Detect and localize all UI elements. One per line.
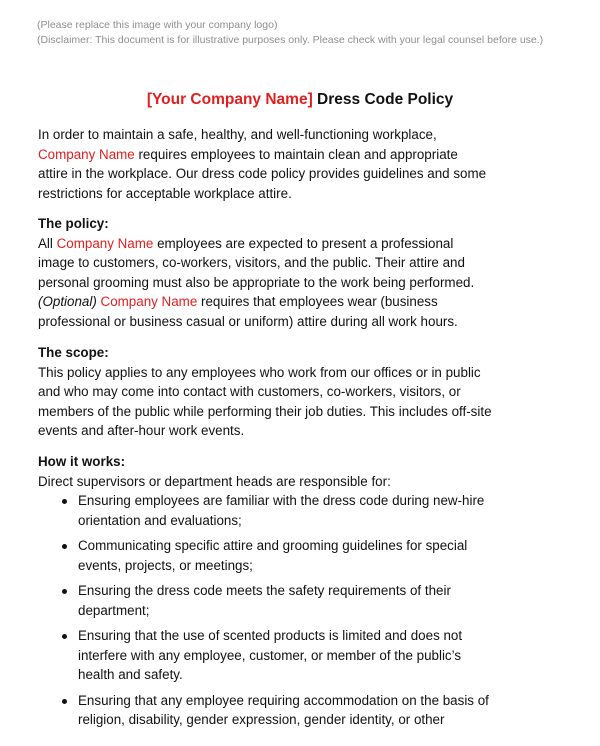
list-item-line: orientation and evaluations; <box>78 512 242 528</box>
intro-line: attire in the workplace. Our dress code policy provides guidelines and some <box>38 166 487 181</box>
intro-line: restrictions for acceptable workplace attire. <box>38 185 292 201</box>
list-item <box>38 581 568 620</box>
responsibilities-list <box>38 491 568 730</box>
intro-paragraph <box>38 125 568 203</box>
scope-line: members of the public while performing their job duties. This includes off-site <box>38 403 492 419</box>
list-item-line: Ensuring the dress code meets the safety requirements of their <box>78 583 451 598</box>
optional-label: (Optional) <box>38 294 97 309</box>
list-item-line: religion, disability, gender expression, gender identity, or other <box>78 712 445 727</box>
list-item-line: health and safety. <box>78 667 183 682</box>
list-item-line: events, projects, or meetings; <box>78 557 253 573</box>
disclaimer-note: (Disclaimer: This document is for illustrative purposes only. Please check with your legal counsel before use.) <box>37 34 544 46</box>
company-name-placeholder: Company Name <box>56 235 154 251</box>
bullet-icon <box>62 589 67 594</box>
list-item <box>38 491 568 530</box>
bullet-icon <box>62 634 67 639</box>
list-item-line: Ensuring that the use of scented products is limited and does not <box>78 628 463 643</box>
policy-line: personal grooming must also be appropriate to the work being performed. <box>38 274 475 290</box>
scope-line: and who may come into contact with customers, co-workers, visitors, or <box>38 384 461 399</box>
policy-line-text: All <box>38 235 57 251</box>
bullet-icon <box>62 699 67 704</box>
scope-section <box>38 343 568 441</box>
list-item <box>38 626 568 685</box>
intro-line: In order to maintain a safe, healthy, and well-functioning workplace, <box>38 127 437 142</box>
logo-placeholder-note: (Please replace this image with your company logo) <box>37 19 278 31</box>
how-it-works-intro: Direct supervisors or department heads are responsible for: <box>38 473 391 489</box>
how-it-works-heading: How it works: <box>38 454 126 469</box>
title-company-placeholder: [Your Company Name] <box>146 91 313 108</box>
bullet-icon <box>62 544 67 549</box>
list-item <box>38 536 568 575</box>
policy-line: professional or business casual or uniform) attire during all work hours. <box>38 313 458 329</box>
company-name-placeholder: Company Name <box>100 294 198 309</box>
scope-heading: The scope: <box>38 345 109 360</box>
list-item-line: department; <box>78 602 150 618</box>
policy-section <box>38 214 568 331</box>
template-notes <box>37 18 593 48</box>
company-name-placeholder: Company Name <box>38 146 135 162</box>
how-it-works-section <box>38 452 568 736</box>
document-title <box>0 90 600 110</box>
intro-line-text: requires employees to maintain clean and appropriate <box>134 146 458 162</box>
scope-line: events and after-hour work events. <box>38 423 245 438</box>
bullet-icon <box>62 499 67 504</box>
policy-line <box>38 234 568 254</box>
intro-line <box>38 145 568 165</box>
title-text: Dress Code Policy <box>312 91 454 108</box>
policy-line <box>38 292 568 312</box>
list-item-line: interfere with any employee, customer, or member of the public’s <box>78 647 462 663</box>
policy-line: image to customers, co-workers, visitors, and the public. Their attire and <box>38 255 465 270</box>
scope-line: This policy applies to any employees who work from our offices or in public <box>38 364 481 380</box>
policy-heading: The policy: <box>38 216 109 231</box>
list-item-line: Ensuring employees are familiar with the dress code during new-hire <box>78 493 485 508</box>
list-item <box>38 691 568 730</box>
list-item-line: Ensuring that any employee requiring accommodation on the basis of <box>78 692 489 708</box>
policy-line-text: requires that employees wear (business <box>197 294 438 309</box>
list-item-line: Communicating specific attire and grooming guidelines for special <box>78 538 468 553</box>
policy-line-text: employees are expected to present a professional <box>153 235 454 251</box>
